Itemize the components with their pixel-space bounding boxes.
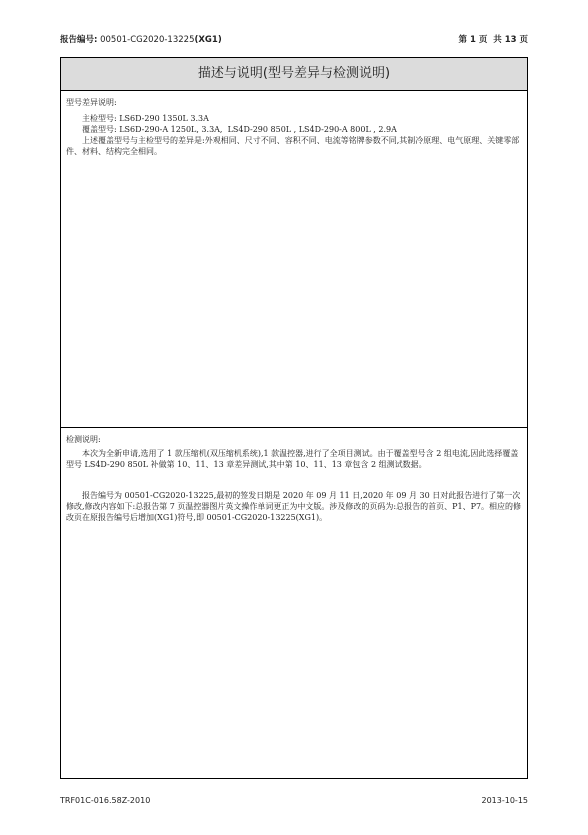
model-difference-section [61,91,527,428]
test-notes-paragraph-1: 本次为全新申请,选用了 1 款压缩机(双压缩机系统),1 款温控器,进行了全项目测试。由于覆盖型号含 2 组电流,因此选择覆盖型号 LS4D-290 850L 补做第 10、11、13 章差异测试,其中第 10、11、13 章包含 2 组测试数据。 [66,449,519,469]
section-title: 描述与说明(型号差异与检测说明) [61,58,527,91]
test-notes-paragraph-2: 报告编号为 00501-CG2020-13225,最初的签发日期是 2020 年 09 月 11 日,2020 年 09 月 30 日对此报告进行了第一次修改,修改内容如下:总报告第 7 页温控器图片英文操作单词更正为中文版。涉及修改的页码为:总报告的首页、P1、P7。相应的修改页在原报告编号后增加(XG1)符号,即 00501-CG2020-13225(XG1)。 [66,491,522,522]
test-notes-section [61,428,527,523]
difference-description: 上述覆盖型号与主检型号的差异是:外观相同、尺寸不同、容积不同、电流等铭牌参数不同,其制冷原理、电气原理、关键零部件、材料、结构完全相同。 [66,136,520,156]
main-model-line: 主检型号: LS6D-290 1350L 3.3A [82,114,209,123]
test-notes-heading: 检测说明: [66,435,101,444]
report-number-label: 报告编号: [60,35,98,45]
page-indicator: 第 1 页 共 13 页 [458,35,528,45]
report-number-header [60,33,222,45]
form-code: TRF01C-016.58Z-2010 [60,796,151,805]
model-difference-heading: 型号差异说明: [66,98,117,107]
covered-models-line: 覆盖型号: LS6D-290-A 1250L, 3.3A, LS4D-290 850L , LS4D-290-A 800L , 2.9A [82,125,397,134]
content-frame [60,57,528,779]
report-number-value: 00501-CG2020-13225 [97,35,195,45]
footer-date: 2013-10-15 [481,796,528,805]
revision-tag: (XG1) [194,35,222,45]
